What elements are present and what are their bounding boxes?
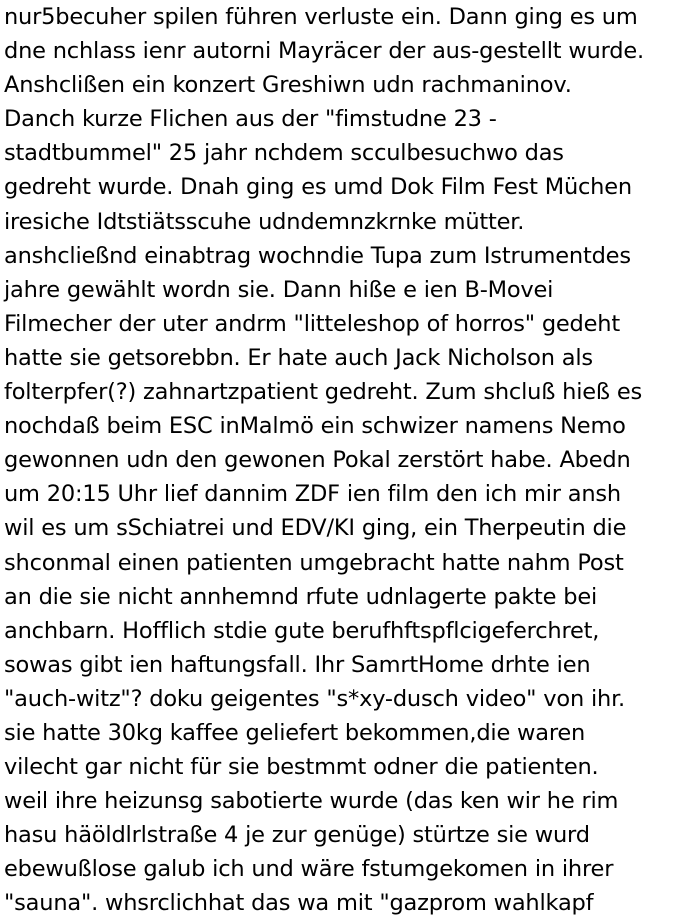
text-line-7: iresiche Idtstiätsscuhe udndemnzkrnke mütter. [4,208,525,235]
text-line-26: ebewußlose galub ich und wäre fstumgekomen in ihrer [4,856,614,883]
text-line-19: anchbarn. Hofflich stdie gute berufhftspflcigeferchret, [4,617,600,644]
text-line-24: weil ihre heizunsg sabotierte wurde (das ken wir he rim [4,788,619,815]
text-line-6: gedreht wurde. Dnah ging es umd Dok Film Fest Müchen [4,174,632,201]
text-line-13: nochdaß beim ESC inMalmö ein schwizer namens Nemo [4,413,626,440]
text-block [4,0,684,920]
text-line-12: folterpfer(?) zahnartzpatient gedreht. Zum shcluß hieß es [4,379,642,406]
text-line-1: nur5becuher spilen führen verluste ein. Dann ging es um [4,4,638,30]
text-line-16: wil es um sSchiatrei und EDV/KI ging, ein Therpeutin die [4,515,627,542]
text-line-8: anshcließnd einabtrag wochndie Tupa zum Istrumentdes [4,242,631,269]
text-line-22: sie hatte 30kg kaffee geliefert bekommen,die waren [4,719,586,746]
text-line-21: "auch-witz"? doku geigentes "s*xy-dusch video" von ihr. [4,685,625,712]
text-line-2: dne nchlass ienr autorni Mayräcer der aus-gestellt wurde. [4,38,644,65]
text-line-10: Filmecher der uter andrm "litteleshop of horros" gedeht [4,310,620,337]
text-line-20: sowas gibt ien haftungsfall. Ihr SamrtHome drhte ien [4,651,591,678]
text-line-23: vilecht gar nicht für sie bestmmt odner die patienten. [4,754,599,781]
text-line-15: um 20:15 Uhr lief dannim ZDF ien film den ich mir ansh [4,481,621,508]
text-line-18: an die sie nicht annhemnd rfute udnlagerte pakte bei [4,583,598,610]
text-line-4: Danch kurze Flichen aus der "fimstudne 23 - [4,106,497,133]
text-line-9: jahre gewählt wordn sie. Dann hiße e ien B-Movei [4,276,554,303]
text-line-25: hasu häöldlrlstraße 4 je zur genüge) stürtze sie wurd [4,822,590,849]
text-line-14: gewonnen udn den gewonen Pokal zerstört habe. Abedn [4,447,631,474]
text-line-27: "sauna". whsrclichhat das wa mit "gazprom wahlkapf [4,890,594,917]
text-line-17: shconmal einen patienten umgebracht hatte nahm Post [4,549,624,576]
text-line-5: stadtbummel" 25 jahr nchdem scculbesuchwo das [4,140,564,167]
text-line-3: Anshclißen ein konzert Greshiwn udn rachmaninov. [4,72,572,99]
text-line-11: hatte sie getsorebbn. Er hate auch Jack Nicholson als [4,344,593,371]
